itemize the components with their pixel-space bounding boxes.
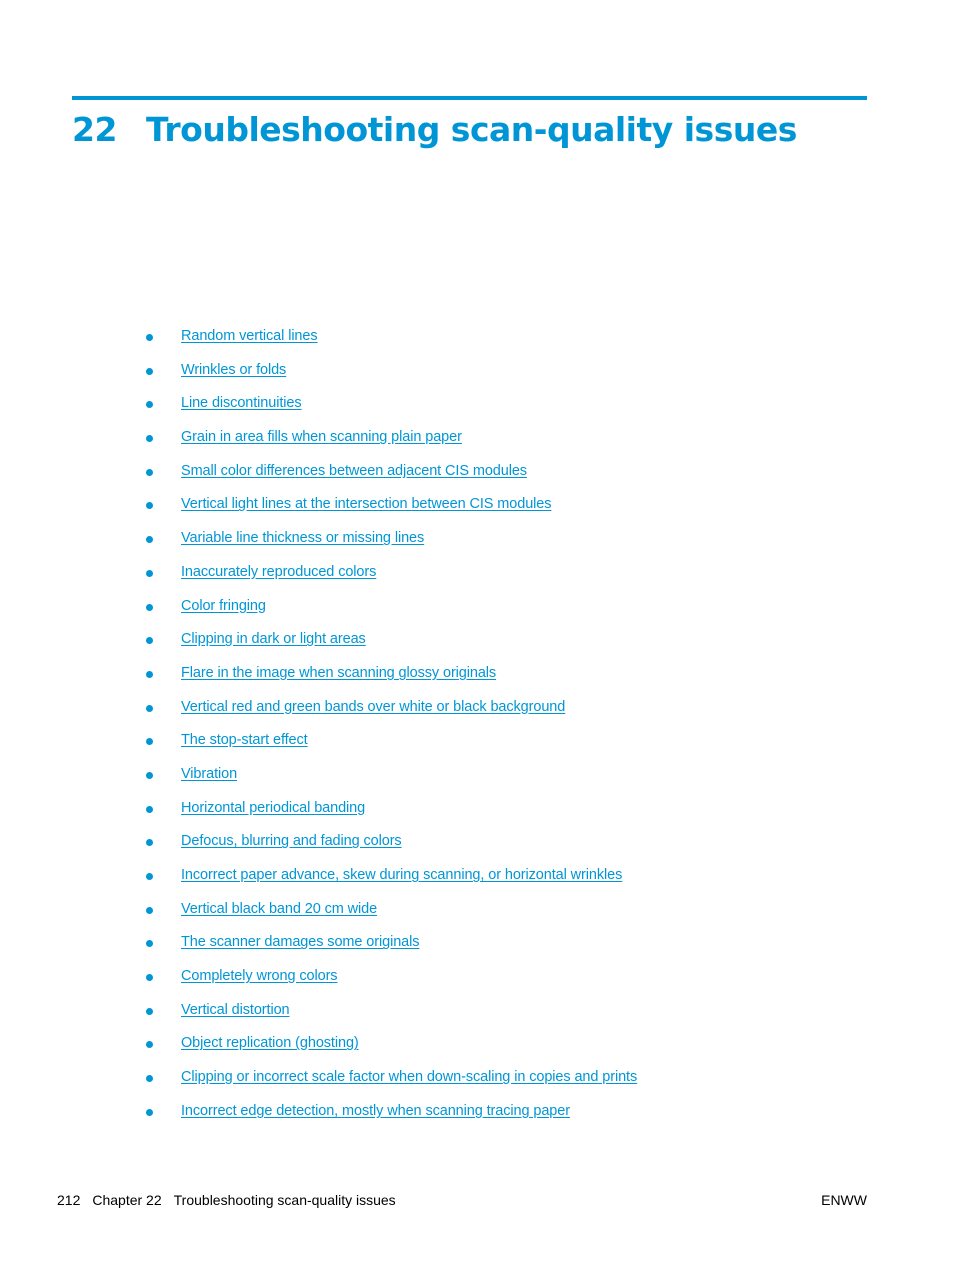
bullet-icon — [146, 435, 153, 442]
toc-link[interactable]: Color fringing — [181, 597, 266, 614]
footer-chapter-label: Chapter 22 — [92, 1192, 162, 1208]
bullet-icon — [146, 1041, 153, 1048]
bullet-icon — [146, 502, 153, 509]
footer-page-number: 212 — [57, 1192, 81, 1208]
bullet-icon — [146, 873, 153, 880]
footer-chapter-title: Troubleshooting scan-quality issues — [173, 1192, 396, 1208]
chapter-title: Troubleshooting scan-quality issues — [146, 110, 797, 149]
toc-link[interactable]: Vertical light lines at the intersection between CIS modules — [181, 496, 552, 513]
bullet-icon — [146, 1075, 153, 1082]
toc-link[interactable]: The stop-start effect — [181, 732, 308, 749]
toc-link[interactable]: Clipping in dark or light areas — [181, 631, 366, 648]
bullet-icon — [146, 738, 153, 745]
bullet-icon — [146, 604, 153, 611]
bullet-icon — [146, 940, 153, 947]
toc-link[interactable]: Flare in the image when scanning glossy originals — [181, 664, 497, 681]
toc-link[interactable]: Horizontal periodical banding — [181, 799, 366, 816]
toc-link[interactable]: Wrinkles or folds — [181, 361, 287, 378]
bullet-icon — [146, 806, 153, 813]
bullet-icon — [146, 907, 153, 914]
toc-link[interactable]: Defocus, blurring and fading colors — [181, 833, 402, 850]
toc-link[interactable]: Inaccurately reproduced colors — [181, 563, 377, 580]
chapter-number: 22 — [72, 110, 117, 149]
toc-link[interactable]: Random vertical lines — [181, 328, 318, 344]
bullet-icon — [146, 974, 153, 981]
bullet-icon — [146, 772, 153, 779]
toc-link[interactable]: Variable line thickness or missing lines — [181, 530, 425, 547]
toc-link[interactable]: Vertical red and green bands over white or black background — [181, 698, 566, 715]
toc-link[interactable]: The scanner damages some originals — [181, 934, 420, 951]
toc-link[interactable]: Vertical distortion — [181, 1001, 290, 1018]
bullet-icon — [146, 536, 153, 543]
bullet-icon — [146, 368, 153, 375]
bullet-icon — [146, 334, 153, 341]
page-footer-left — [57, 1192, 396, 1208]
toc-link[interactable]: Vertical black band 20 cm wide — [181, 900, 378, 917]
toc-link[interactable]: Line discontinuities — [181, 395, 302, 412]
bullet-icon — [146, 1109, 153, 1116]
bullet-icon — [146, 839, 153, 846]
bullet-icon — [146, 671, 153, 678]
toc-link[interactable]: Object replication (ghosting) — [181, 1035, 359, 1052]
toc-link[interactable]: Incorrect edge detection, mostly when scanning tracing paper — [181, 1102, 570, 1119]
bullet-icon — [146, 705, 153, 712]
bullet-icon — [146, 1008, 153, 1015]
toc-link[interactable]: Clipping or incorrect scale factor when down-scaling in copies and prints — [181, 1069, 638, 1086]
toc-link[interactable]: Small color differences between adjacent CIS modules — [181, 462, 527, 479]
toc-link[interactable]: Completely wrong colors — [181, 968, 338, 985]
bullet-icon — [146, 570, 153, 577]
chapter-top-rule — [72, 96, 867, 100]
toc-link[interactable]: Grain in area fills when scanning plain paper — [181, 429, 462, 446]
bullet-icon — [146, 469, 153, 476]
toc-link[interactable]: Vibration — [181, 765, 238, 782]
page-title — [72, 108, 797, 152]
bullet-icon — [146, 401, 153, 408]
toc-link[interactable]: Incorrect paper advance, skew during scanning, or horizontal wrinkles — [181, 867, 623, 883]
footer-locale-code: ENWW — [821, 1192, 867, 1208]
bullet-icon — [146, 637, 153, 644]
